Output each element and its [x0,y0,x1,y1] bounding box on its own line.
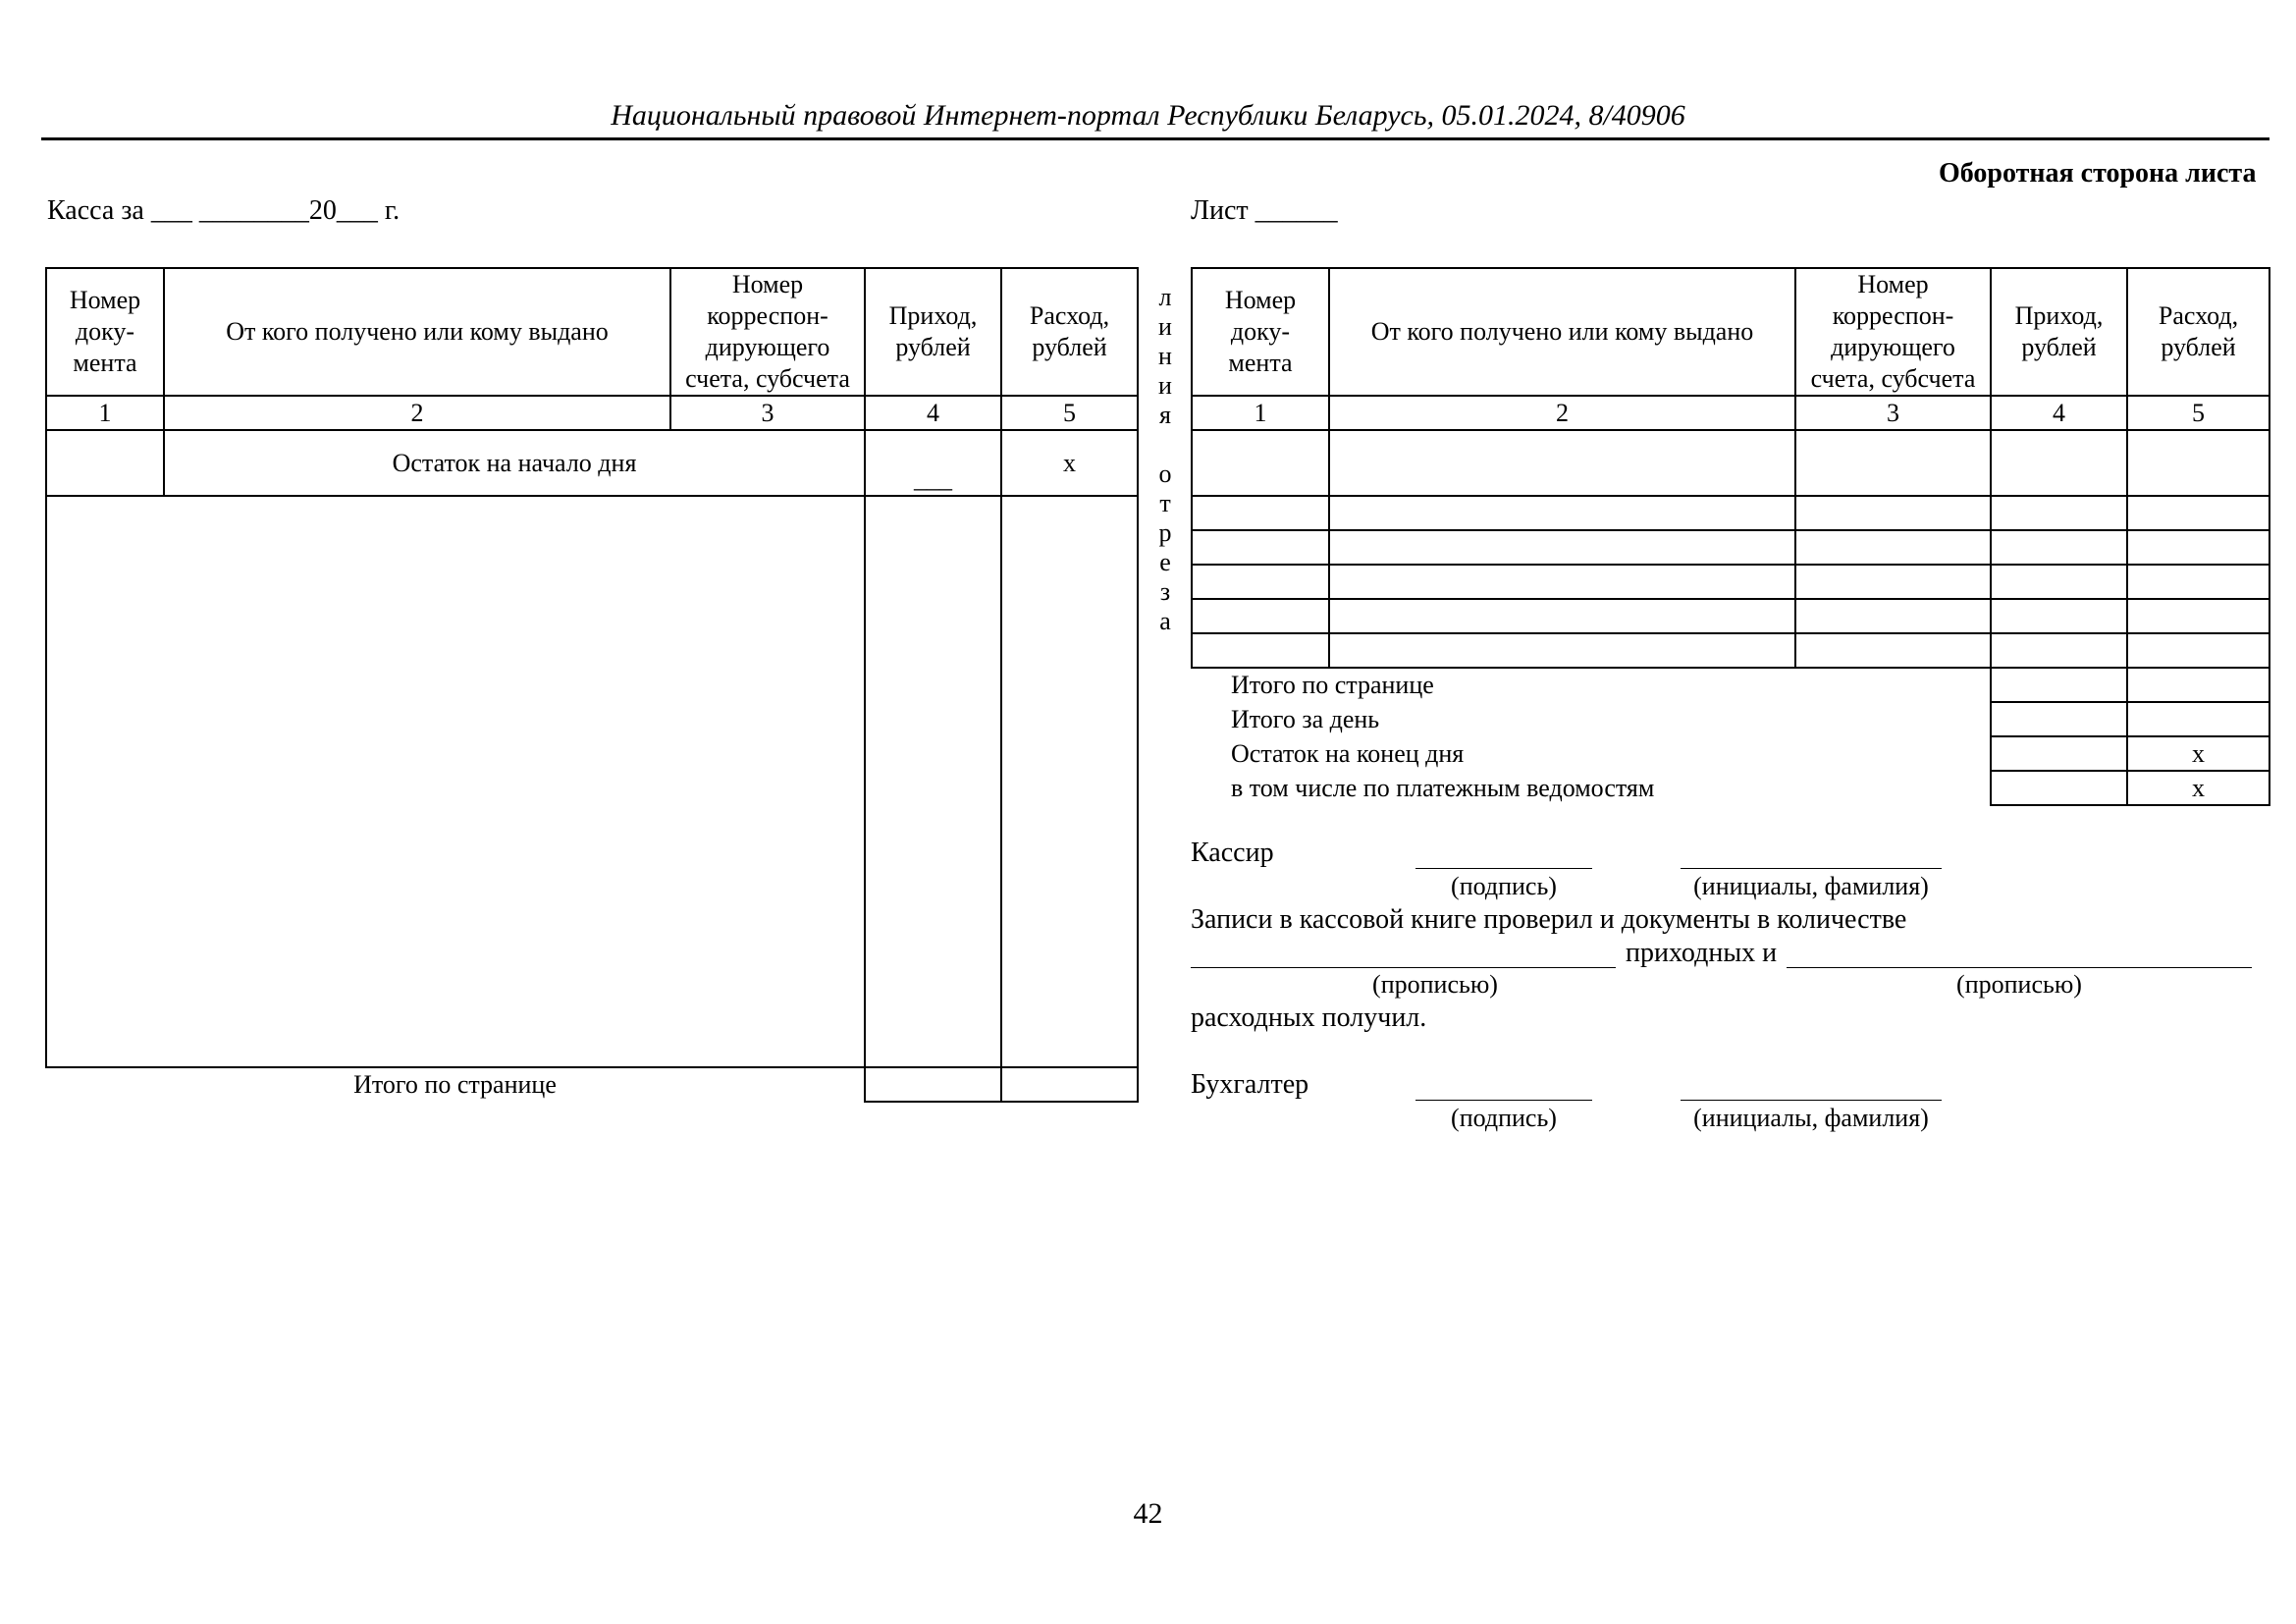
left-header-row [46,268,1138,396]
total-day-income [1991,702,2127,736]
cashier-name-caption: (инициалы, фамилия) [1693,872,1929,900]
kassa-suffix: г. [384,195,400,226]
income-count-line [1191,967,1616,968]
accountant-name-line [1681,1100,1942,1101]
right-colnum-2: 2 [1329,396,1795,430]
cashier-name-line [1681,868,1942,869]
cashier-signature-line [1415,868,1592,869]
right-cash-table [1191,267,2270,806]
sheet-label: Лист [1191,195,1249,226]
right-colnum-3: 3 [1795,396,1991,430]
left-col-expense-header: Расход, рублей [1001,268,1138,396]
left-cash-table [45,267,1139,1103]
right-col-from-to-header: От кого получено или кому выдано [1329,268,1795,396]
accountant-signature-line [1415,1100,1592,1101]
right-col-income-header: Приход, рублей [1991,268,2127,396]
kassa-year-blank: ___ [336,195,378,226]
left-colnum-3: 3 [670,396,865,430]
total-label-payroll: в том числе по платежным ведомостям [1231,773,1655,802]
table-row [1192,430,2269,496]
accountant-signature-caption: (подпись) [1451,1104,1557,1132]
portal-header: Национальный правовой Интернет-портал Республики Беларусь, 05.01.2024, 8/40906 [611,99,1685,132]
right-colnum-5: 5 [2127,396,2269,430]
payroll-income [1991,771,2127,805]
total-row-payroll [1192,771,2269,805]
sheet-heading [1191,194,1338,228]
total-label-page: Итого по странице [1231,671,1434,699]
right-colnum-4: 4 [1991,396,2127,430]
cut-line-label: л и н и я о т р е з а [1158,283,1172,635]
right-colnum-row [1192,396,2269,430]
opening-balance-label: Остаток на начало дня [164,430,865,496]
left-col-corr-header: Номер корреспон- дирующего счета, субсчета [670,268,865,396]
verification-mid-text: приходных и [1626,938,1778,968]
kassa-prefix: Касса за [47,195,144,226]
left-colnum-2: 2 [164,396,670,430]
kassa-year-prefix: 20 [308,195,337,226]
left-page-total-income [865,1067,1001,1102]
right-header-row [1192,268,2269,396]
cashier-signature-caption: (подпись) [1451,872,1557,900]
left-page-total-label: Итого по странице [353,1070,557,1099]
left-page-total-expense [1001,1067,1138,1102]
total-row-closing-balance [1192,736,2269,771]
total-row-page [1192,668,2269,702]
left-col-doc-num-header: Номер доку- мента [46,268,164,396]
total-row-day [1192,702,2269,736]
right-col-expense-header: Расход, рублей [2127,268,2269,396]
income-count-caption: (прописью) [1372,970,1498,999]
left-entries-area [46,496,1138,1067]
total-day-expense [2127,702,2269,736]
kassa-heading [47,194,400,228]
left-entries-expense-cell [1001,496,1138,1067]
left-opening-balance-row [46,430,1138,496]
left-colnum-4: 4 [865,396,1001,430]
left-col-income-header: Приход, рублей [865,268,1001,396]
payroll-expense-mark: x [2127,771,2269,805]
kassa-day-blank: ___ [150,195,192,226]
total-page-expense [2127,668,2269,702]
table-row [1192,565,2269,599]
left-opening-empty-cell [46,430,164,496]
verification-line-3: расходных получил. [1191,1002,1427,1033]
verification-line-1: Записи в кассовой книге проверил и документы в количестве [1191,904,1907,935]
table-row [1192,496,2269,530]
left-entries-income-cell [865,496,1001,1067]
table-row [1192,530,2269,565]
left-colnum-5: 5 [1001,396,1138,430]
closing-balance-income [1991,736,2127,771]
left-colnum-row [46,396,1138,430]
left-page-total-row [46,1067,1138,1102]
total-label-closing-balance: Остаток на конец дня [1231,738,1465,768]
accountant-role: Бухгалтер [1191,1069,1309,1100]
header-rule [41,137,2269,140]
left-colnum-1: 1 [46,396,164,430]
right-colnum-1: 1 [1192,396,1329,430]
kassa-month-blank: ________ [198,195,309,226]
reverse-side-label: Оборотная сторона листа [1939,158,2257,189]
expense-count-caption: (прописью) [1956,970,2082,999]
page-number: 42 [1133,1497,1163,1530]
left-entries-cell [46,496,865,1067]
accountant-name-caption: (инициалы, фамилия) [1693,1104,1929,1132]
total-label-day: Итого за день [1231,704,1380,733]
right-col-corr-header: Номер корреспон- дирующего счета, субсчета [1795,268,1991,396]
right-col-doc-num-header: Номер доку- мента [1192,268,1329,396]
closing-balance-expense-mark: x [2127,736,2269,771]
table-row [1192,633,2269,668]
opening-income-blank: ___ [865,430,1001,496]
opening-expense-mark: x [1001,430,1138,496]
left-col-from-to-header: От кого получено или кому выдано [164,268,670,396]
total-page-income [1991,668,2127,702]
table-row [1192,599,2269,633]
cashier-role: Кассир [1191,838,1274,868]
expense-count-line [1787,967,2252,968]
sheet-number-blank: ______ [1255,195,1338,226]
